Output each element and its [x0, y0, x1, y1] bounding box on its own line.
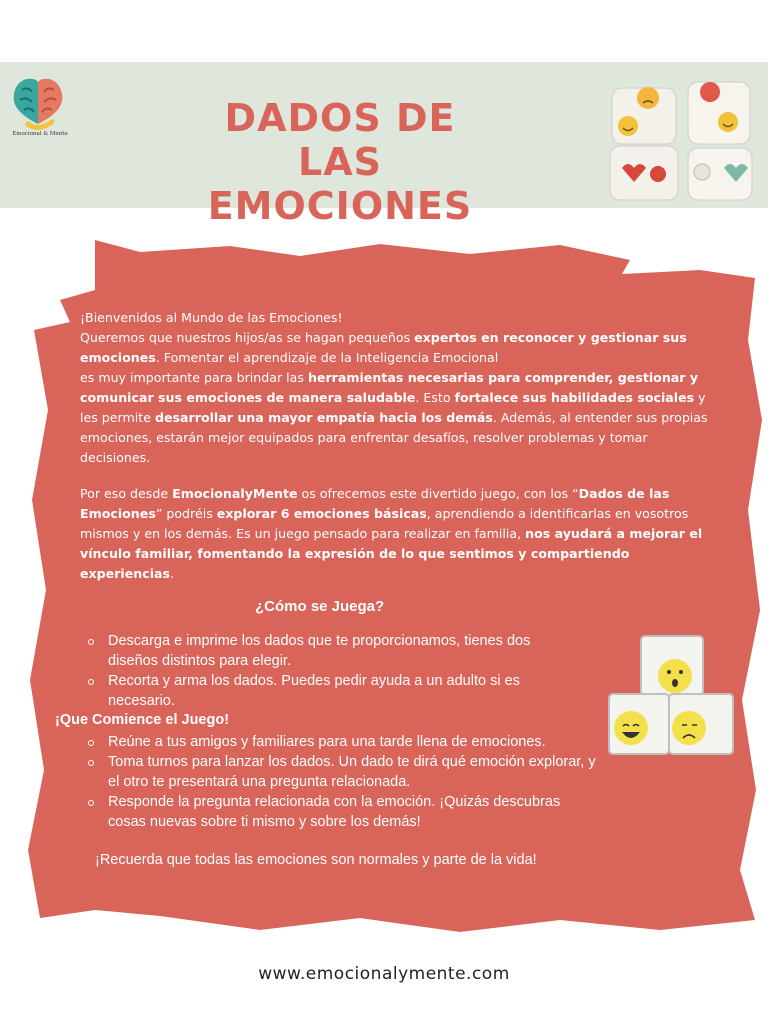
intro-text-span: os ofrecemos este divertido juego, con los “: [297, 486, 579, 501]
intro-text-span: Queremos que nuestros hijos/as se hagan pequeños: [80, 330, 415, 345]
intro-bold-span: fortalece sus habilidades sociales: [454, 390, 695, 405]
intro-text-span: Por eso desde: [80, 486, 173, 501]
intro-bold-span: expertos en reconocer y gestionar sus emociones: [80, 330, 687, 365]
title-line-1: DADOS DE LAS: [224, 96, 456, 184]
how-to-play-heading: ¿Cómo se Juega?: [255, 598, 385, 615]
intro-paragraph-1: [80, 308, 720, 468]
intro-text-span: . Fomentar el aprendizaje de la Inteligencia Emocional: [155, 350, 499, 365]
list-item: Descarga e imprime los dados que te proporcionamos, tienes dos diseños distintos para elegir.: [80, 631, 580, 671]
intro-text-span: . Esto: [415, 390, 455, 405]
page-title: [180, 96, 500, 228]
reminder-text: ¡Recuerda que todas las emociones son normales y parte de la vida!: [95, 852, 537, 868]
stacked-dice-icon: [605, 632, 740, 757]
intro-text-span: y les permite: [80, 390, 706, 425]
game-start-heading: ¡Que Comience el Juego!: [55, 712, 230, 728]
intro-paragraph-2: [80, 484, 720, 584]
website-link[interactable]: www.emocionalymente.com: [258, 964, 510, 984]
title-line-2: EMOCIONES: [207, 184, 473, 228]
list-item: Reúne a tus amigos y familiares para una tarde llena de emociones.: [80, 732, 600, 752]
intro-text: [80, 308, 720, 584]
game-steps-list: [80, 732, 600, 832]
list-item: Toma turnos para lanzar los dados. Un dado te dirá qué emoción explorar, y el otro te presentará una pregunta relacionada.: [80, 752, 600, 792]
brand-name: EmocionalyMente: [172, 486, 298, 501]
intro-bold-span: explorar 6 emociones básicas: [216, 506, 427, 521]
game-name: Dados de las Emociones: [80, 486, 670, 521]
intro-text-span: es muy importante para brindar las: [80, 370, 308, 385]
intro-text-span: , aprendiendo a identificarlas en vosotros mismos y en los demás. Es un juego pensado para realizar en familia,: [80, 506, 689, 541]
emotion-dice-photo-icon: [600, 68, 760, 202]
intro-text-span: .: [170, 566, 175, 581]
intro-bold-span: nos ayudará a mejorar el vínculo familiar, fomentando la expresión de lo que sentimos y compartiendo experiencias: [80, 526, 703, 581]
intro-bold-span: desarrollar una mayor empatía hacia los demás: [154, 410, 493, 425]
list-item: Recorta y arma los dados. Puedes pedir ayuda a un adulto si es necesario.: [80, 671, 580, 711]
how-to-steps-list: [80, 631, 580, 711]
intro-text-span: ” podréis: [155, 506, 217, 521]
intro-bold-span: herramientas necesarias para comprender, gestionar y comunicar sus emociones de manera saludable: [80, 370, 699, 405]
greeting: ¡Bienvenidos al Mundo de las Emociones!: [80, 310, 343, 325]
logo-text: Emocional & Mente: [12, 131, 68, 137]
brain-heart-logo-icon: [8, 68, 68, 140]
list-item: Responde la pregunta relacionada con la emoción. ¡Quizás descubras cosas nuevas sobre ti mismo y sobre los demás!: [80, 792, 600, 832]
intro-text-span: . Además, al entender sus propias emociones, estarán mejor equipados para enfrentar desafíos, resolver problemas y tomar decisiones.: [80, 410, 708, 465]
